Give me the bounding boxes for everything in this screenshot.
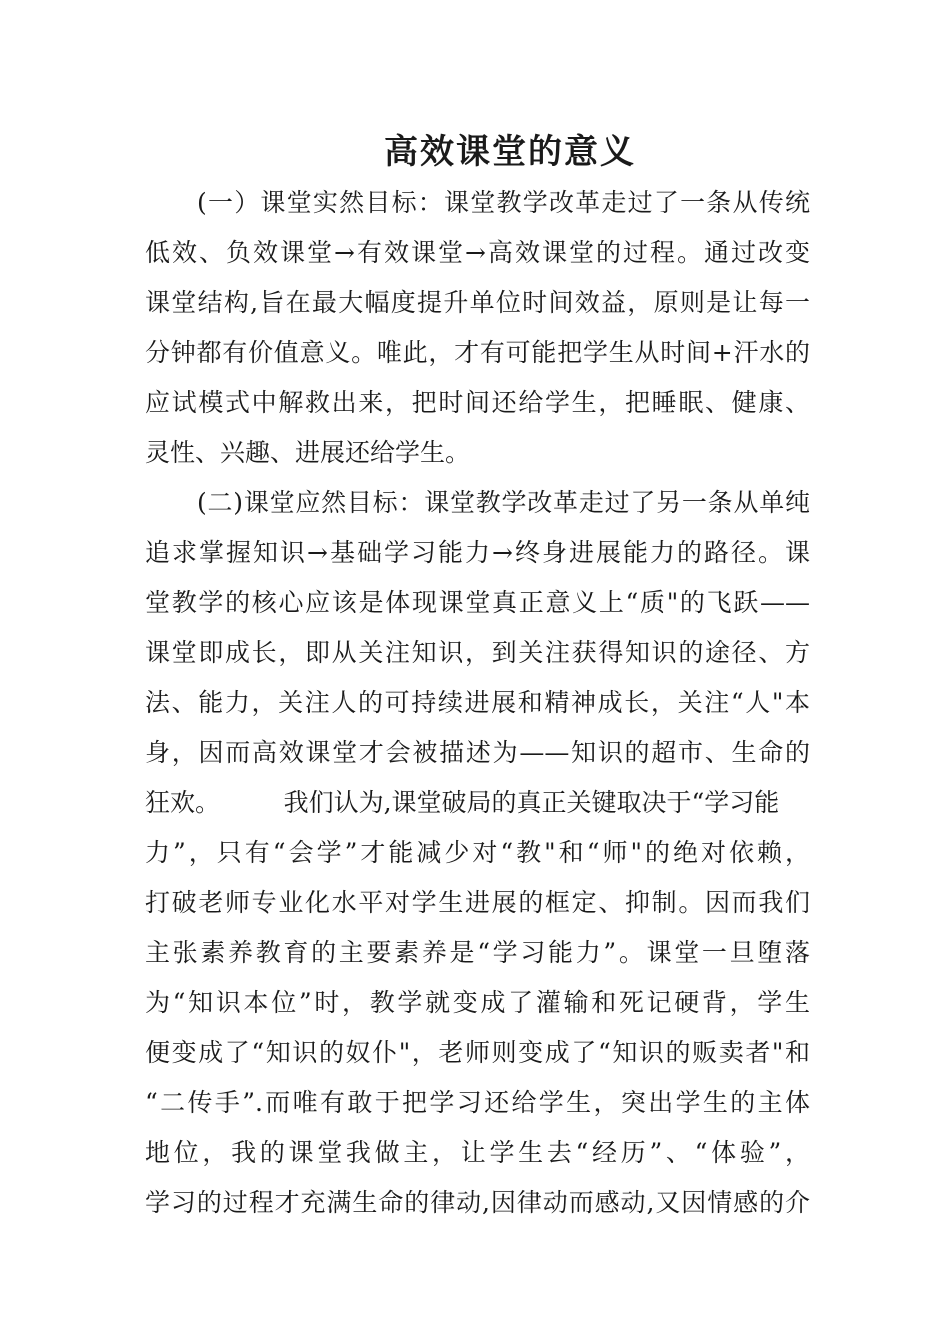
text-line: 狂欢。 我们认为,课堂破局的真正关键取决于“学习能 (145, 788, 780, 817)
text-line: 应试模式中解救出来，把时间还给学生，把睡眠、健康、 (145, 388, 810, 417)
text-line: 主张素养教育的主要素养是“学习能力”。课堂一旦堕落 (145, 938, 810, 967)
document-title: 高效课堂的意义 (384, 132, 636, 172)
text-line: 堂教学的核心应该是体现课堂真正意义上“质"的飞跃—— (145, 588, 810, 617)
text-line: (一）课堂实然目标：课堂教学改革走过了一条从传统 (197, 188, 810, 217)
text-line: “二传手”.而唯有敢于把学习还给学生，突出学生的主体 (145, 1088, 810, 1117)
text-line: 追求掌握知识→基础学习能力→终身进展能力的路径。课 (145, 538, 810, 567)
text-line: 为“知识本位”时，教学就变成了灌输和死记硬背，学生 (145, 988, 810, 1017)
text-line: 分钟都有价值意义。唯此，才有可能把学生从时间+汗水的 (145, 338, 810, 367)
text-line: 法、能力，关注人的可持续进展和精神成长，关注“人"本 (145, 688, 810, 717)
text-line: (二)课堂应然目标：课堂教学改革走过了另一条从单纯 (197, 488, 810, 517)
text-line: 打破老师专业化水平对学生进展的框定、抑制。因而我们 (145, 888, 810, 917)
text-line: 地位，我的课堂我做主，让学生去“经历”、“体验”， (145, 1138, 810, 1167)
text-line: 便变成了“知识的奴仆"，老师则变成了“知识的贩卖者"和 (145, 1038, 810, 1067)
text-line: 课堂结构,旨在最大幅度提升单位时间效益，原则是让每一 (145, 288, 810, 317)
text-line: 力”，只有“会学”才能减少对“教"和“师"的绝对依赖， (145, 838, 810, 867)
text-line: 灵性、兴趣、进展还给学生。 (145, 438, 471, 467)
text-line: 课堂即成长，即从关注知识，到关注获得知识的途径、方 (145, 638, 810, 667)
text-line: 低效、负效课堂→有效课堂→高效课堂的过程。通过改变 (145, 238, 810, 267)
document-body (145, 178, 810, 1228)
text-line: 身，因而高效课堂才会被描述为——知识的超市、生命的 (145, 738, 810, 767)
text-line: 学习的过程才充满生命的律动,因律动而感动,又因情感的介 (145, 1188, 810, 1217)
